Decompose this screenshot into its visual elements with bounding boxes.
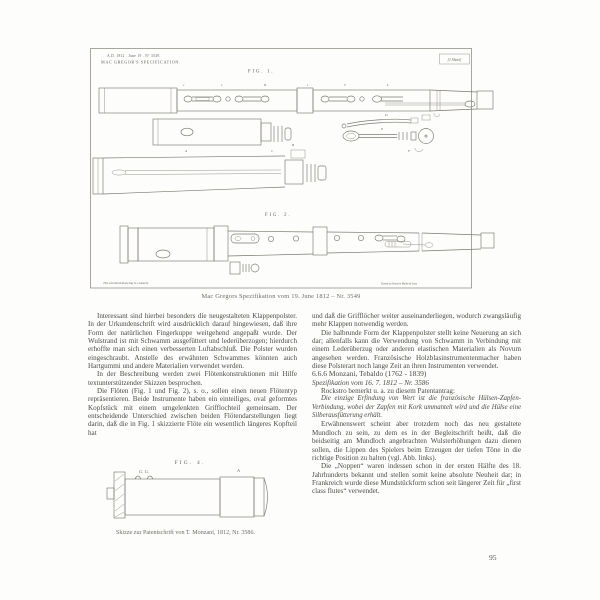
fig4-block xyxy=(88,455,297,537)
page-number: 95 xyxy=(489,553,497,562)
sheet-label xyxy=(440,54,470,64)
svg-text:T: T xyxy=(344,83,346,87)
fig4-noppen-label: G. G. xyxy=(138,469,150,475)
paragraph: Erwähnenswert scheint aber trotzdem noch das neu gestaltete Mundloch zu sein, zu dem es in der Begleitschrift heißt, daß die beidseitig am Mundloch angebrachten Wulsterhöhungen dazu dienen sollen, die Lippen des Spielers beim Erzeugen der tiefen Töne in die richtige Position zu halten (vgl. Abb. links). xyxy=(312,420,521,462)
paragraph: Interessant sind hierbei besonders die neugestalteten Klappenpolster. In der Urkundenschrift wird ausdrücklich darauf hingewiesen, daß ihre Form der natürlichen Fingerkuppe weitgehend angepaßt wurde. Der Wulstrand ist mit Schwamm ausgefüttert und lederüberzogen; hierdurch erhoffte man sich einen verbesserten Luftabschluß. Die Polster wurden eingeschraubt. Anstelle des erwähnten Schwammes könnten auch Hartgummi und andere Materialien verwendet werden. xyxy=(88,312,297,371)
fig1-label: FIG. 1. xyxy=(248,69,275,75)
paragraph: Die halbrunde Form der Klappenpolster stellt keine Neuerung an sich dar; allenfalls kann die Verwendung von Schwamm in Verbindung mit einem Lederüberzug oder anderen elastischen Materialien als Novum angesehen werden. Französische Holzblasinstrumentenmacher haben diese Polsterart noch lange Zeit an ihren Instrumenten verwendet. xyxy=(312,328,521,371)
fig2-flute-drawing xyxy=(120,226,494,274)
svg-text:[1 Sheet]: [1 Sheet] xyxy=(447,58,462,62)
right-column xyxy=(312,312,521,538)
drawing-frame xyxy=(91,49,472,289)
part-label-a: A xyxy=(185,149,188,153)
drawing-title-line1: A.D. 1812 . June 19 . N° 3549. xyxy=(107,54,161,58)
drawing-caption: Mac Gregors Spezifikation vom 19. June 1812 – Nr. 3549 xyxy=(201,293,361,300)
fig2-label: FIG. 2. xyxy=(265,213,292,218)
svg-text:k: k xyxy=(387,83,389,87)
part-label-e: E xyxy=(381,127,384,131)
paragraph: In der Beschreibung werden zwei Flötenkonstruktionen mit Hilfe textunterstützender Skizzen besprochen. xyxy=(88,370,297,387)
fig1-key-details xyxy=(342,113,440,153)
part-label-f: F xyxy=(408,149,411,153)
section-heading: 6.6.6 Monzani, Tebaldo (1762 - 1839) xyxy=(312,369,427,379)
quote-paragraph: Die einzige Erfindung von Wert ist die französische Hülsen-Zapfen-Verbindung, wobei der Zapfen mit Kork ummantelt wird und die Hülse eine Silberausfütterung erhält. xyxy=(312,395,521,420)
paragraph: Rockstro bemerkt u. a. zu diesem Patentantrag: xyxy=(321,387,455,396)
paragraph: Die „Noppen“ waren indessen schon in der ersten Hälfte des 18. Jahrhunderts bekannt und stellen somit keine absolute Neuheit dar; in Frankreich wurde diese Mundstückform schon seit längerer Zeit für „first class flutes“ verwendet. xyxy=(312,462,521,496)
drawing-title-line2: MAC GREGOR'S SPECIFICATION. xyxy=(101,59,181,65)
part-label-b: B xyxy=(292,143,295,147)
fig4-label: FIG. 4. xyxy=(174,460,206,467)
fig4-headjoint-drawing xyxy=(107,472,268,518)
part-label-d: D xyxy=(385,113,388,117)
svg-text:e: e xyxy=(221,83,223,87)
fig4-part-label-a: A xyxy=(237,468,240,474)
svg-text:c: c xyxy=(183,83,185,87)
section-subheading: Spezifikation vom 16. 7. 1812 – Nr. 3586 xyxy=(312,378,429,387)
fig1-socket-detail xyxy=(153,119,294,153)
fig1-flute-drawing xyxy=(99,83,493,113)
svg-text:s: s xyxy=(307,83,309,87)
enrolled-drawing-note: The enrolled drawing is colored. xyxy=(103,281,149,285)
fig4-sketch xyxy=(102,455,302,525)
fig4-caption: Skizze zur Patentschrift von T. Monzani, 1812, Nr. 3586. xyxy=(115,530,256,537)
left-column xyxy=(88,312,297,538)
fig1-section-detail xyxy=(93,149,326,194)
paragraph: und daß die Grifflöcher weiter auseinanderliegen, wodurch zwangsläufig mehr Klappen notwendig werden. xyxy=(312,312,521,329)
paragraph: Die Flöten (Fig. 1 und Fig. 2), s. o., sollen einen neuen Flötentyp repräsentieren. Beide Instrumente haben ein einteiliges, oval geformtes Kopfstück mit einem umgelenkten Grifflochteil gemeinsam. Der entscheidende Unterschied zwischen beiden Flötendarstellungen liegt darin, daß die in Fig. 1 skizzierte Flöte ein wesentlich längeres Kopfteil hat xyxy=(88,387,297,437)
part-label-c: C xyxy=(271,149,274,153)
patent-drawing-figure xyxy=(85,42,500,292)
svg-text:B: B xyxy=(264,83,266,87)
printer-note: Drawn on Stone by Malby & Sons xyxy=(381,282,417,286)
text-columns xyxy=(88,312,521,538)
